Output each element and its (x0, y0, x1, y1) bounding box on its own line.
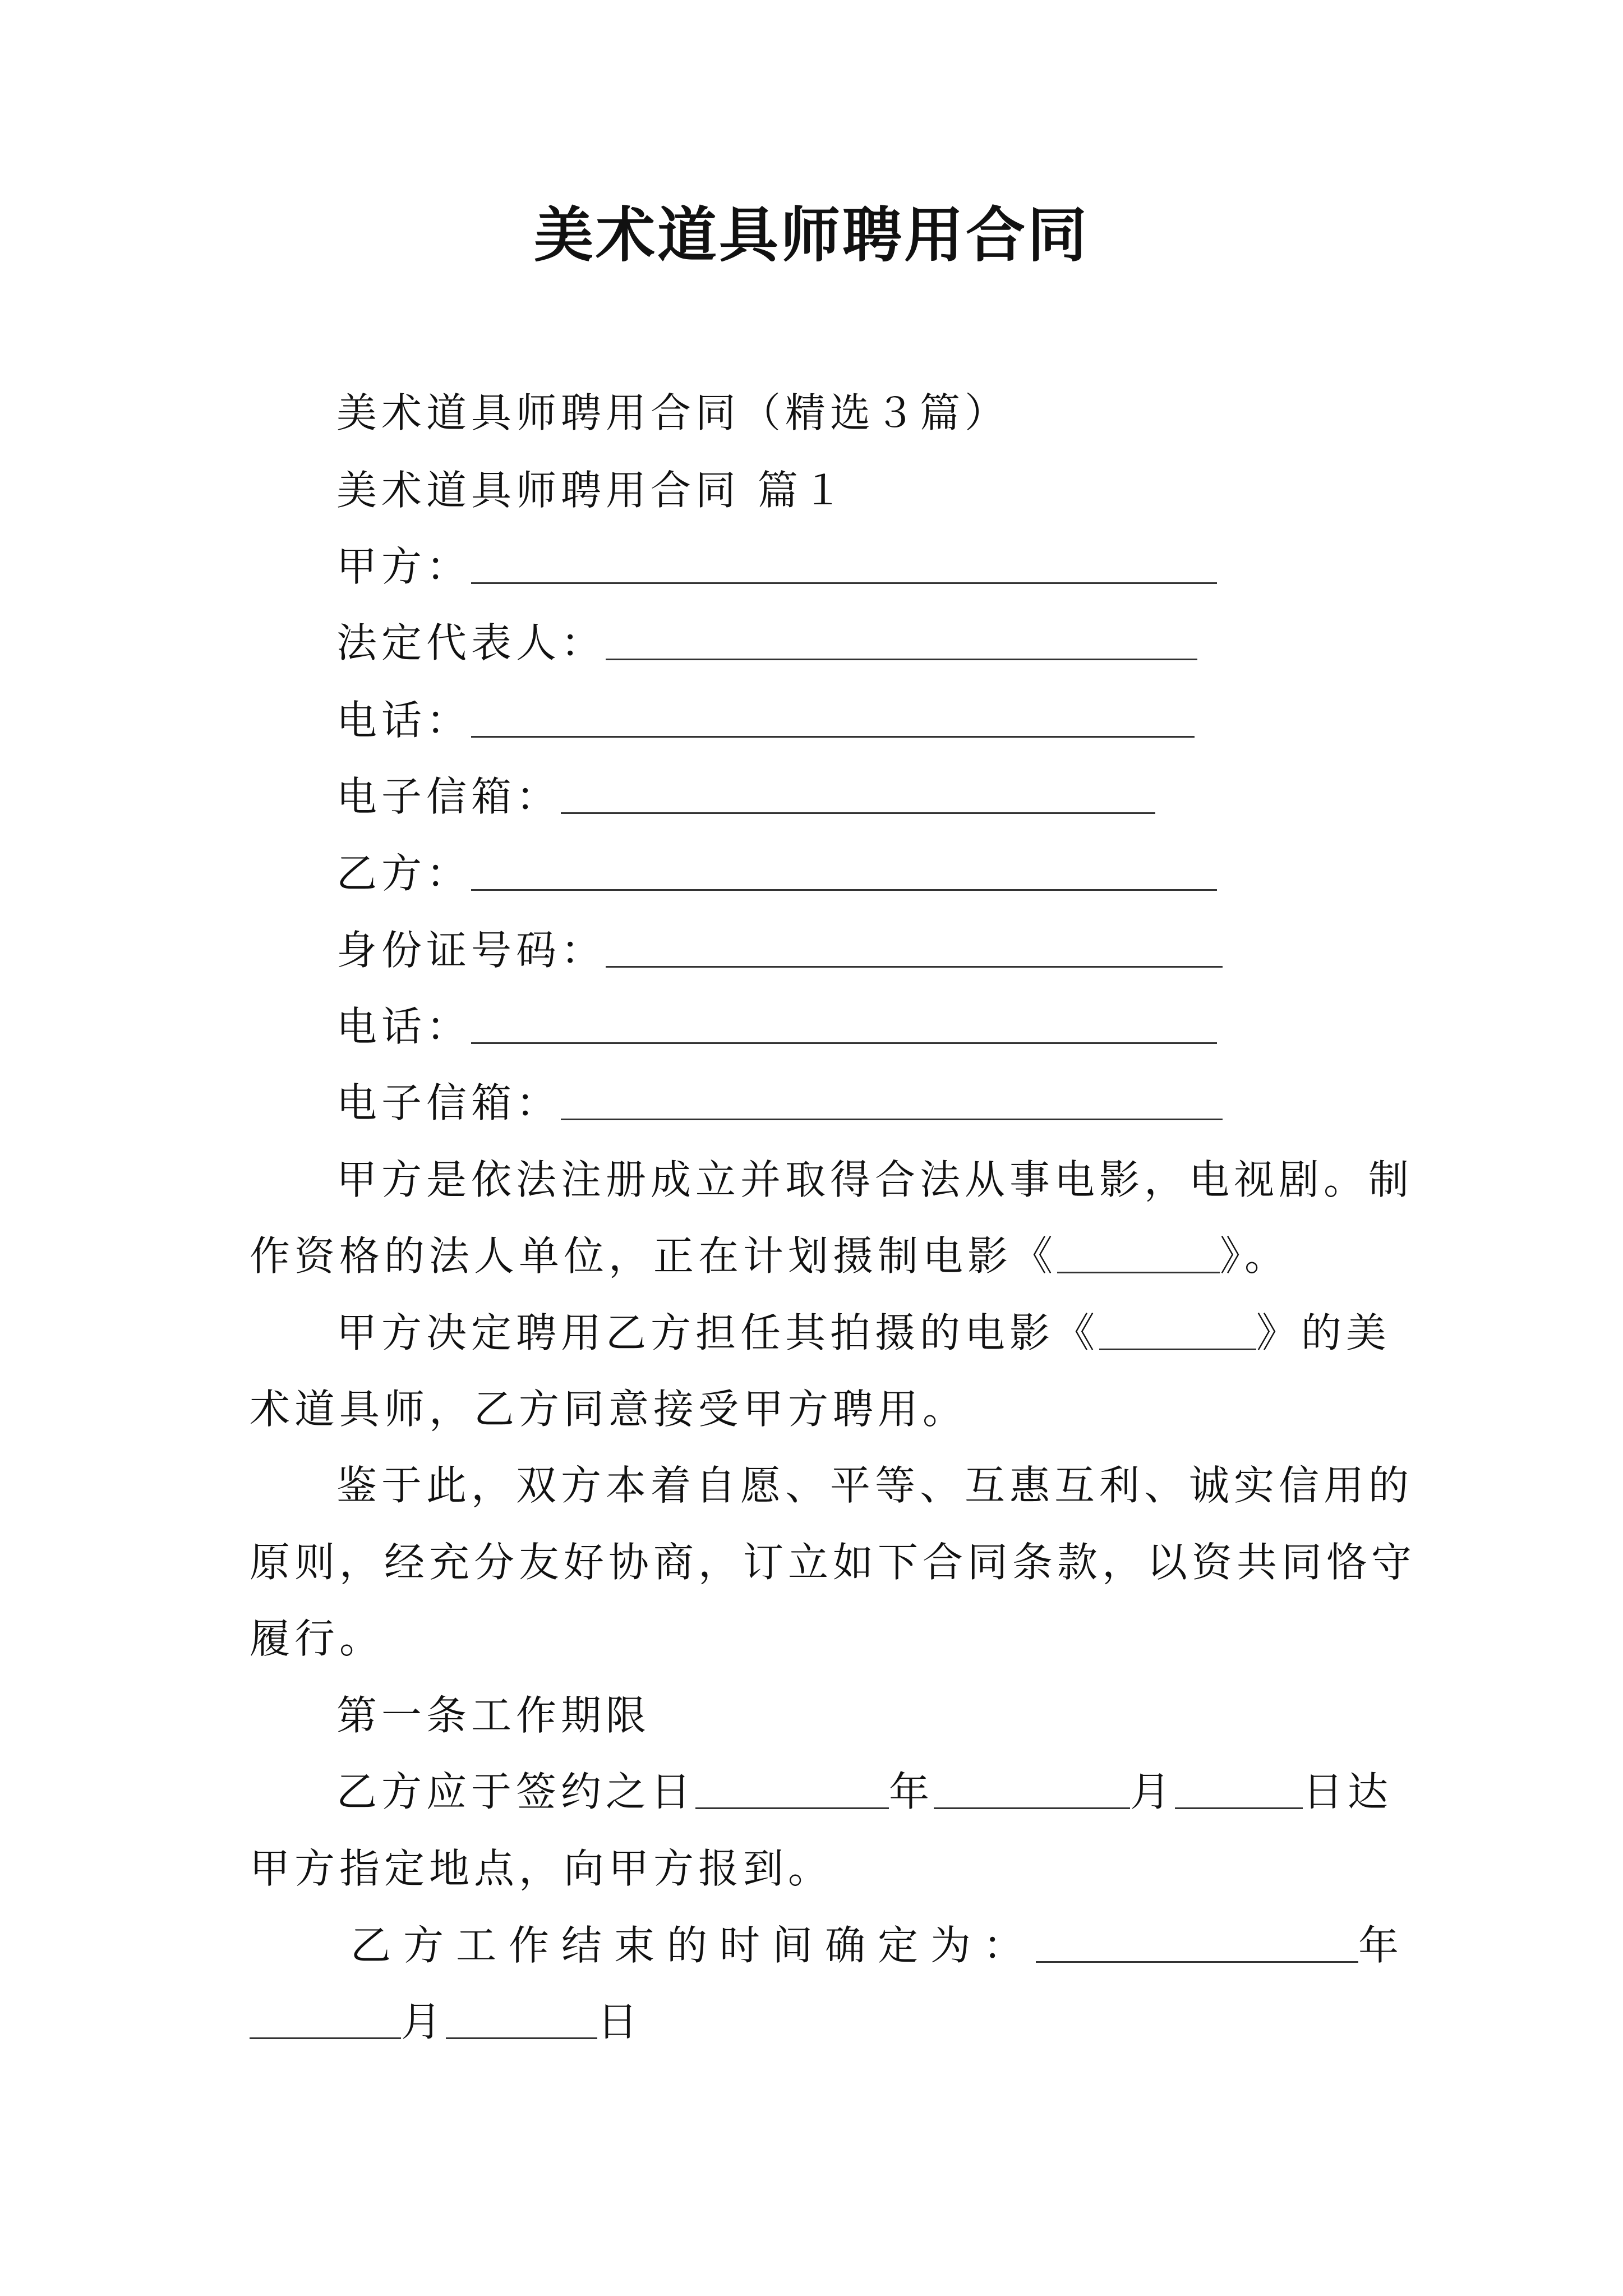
article1-line2: 甲方指定地点，向甲方报到。 (250, 1845, 833, 1892)
email-a-blank (561, 776, 1155, 814)
legal-rep-label: 法定代表人： (336, 619, 606, 666)
end-month-label: 月 (401, 1998, 446, 2045)
document-title: 美术道具师聘用合同 (534, 200, 1089, 270)
email-a-field (336, 773, 1155, 820)
film-title-blank-2 (1099, 1313, 1256, 1350)
party-b-label: 乙方： (336, 850, 472, 897)
phone-b-field (336, 1003, 1217, 1050)
month-label-1: 月 (1130, 1768, 1175, 1815)
end-day-label: 日 (597, 1998, 643, 2045)
party-a-label: 甲方： (336, 543, 472, 590)
email-b-field (336, 1079, 1223, 1126)
para2-text-a: 甲方决定聘用乙方担任其拍摄的电影《 (336, 1309, 1100, 1356)
email-a-label: 电子信箱： (336, 773, 561, 820)
article1-text-a: 乙方应于签约之日 (336, 1768, 696, 1815)
id-number-field (336, 927, 1223, 974)
article1-line3 (351, 1922, 1412, 1969)
para3-line3: 履行。 (250, 1615, 385, 1662)
para1-line2 (250, 1232, 1290, 1280)
para2-line1 (336, 1309, 1391, 1356)
id-number-blank (606, 930, 1223, 968)
month-blank-1 (934, 1772, 1130, 1809)
section-heading: 美术道具师聘用合同 篇１ (336, 467, 847, 514)
para1-text-b: 》。 (1220, 1232, 1290, 1280)
para1-line1: 甲方是依法注册成立并取得合法从事电影，电视剧。制 (336, 1156, 1414, 1203)
end-month-blank (250, 2001, 401, 2039)
phone-b-blank (471, 1006, 1217, 1044)
subtitle: 美术道具师聘用合同（精选３篇） (336, 389, 1010, 436)
id-number-label: 身份证号码： (336, 927, 606, 974)
phone-a-label: 电话： (336, 697, 472, 744)
article1-heading: 第一条工作期限 (336, 1692, 651, 1739)
phone-b-label: 电话： (336, 1003, 472, 1050)
email-b-label: 电子信箱： (336, 1079, 561, 1126)
day-label-1: 日达 (1303, 1768, 1393, 1815)
phone-a-field (336, 697, 1195, 744)
film-title-blank-1 (1057, 1236, 1220, 1273)
legal-rep-field (336, 619, 1197, 666)
day-blank-1 (1175, 1772, 1303, 1809)
year-blank-1 (695, 1772, 889, 1809)
party-b-blank (471, 853, 1217, 891)
para3-line1: 鉴于此，双方本着自愿、平等、互惠互利、诚实信用的 (336, 1462, 1414, 1509)
para2-line2: 术道具师，乙方同意接受甲方聘用。 (250, 1386, 968, 1433)
email-b-blank (561, 1083, 1223, 1120)
end-year-label: 年 (1358, 1922, 1412, 1969)
para2-text-b: 》的美 (1256, 1309, 1391, 1356)
end-date-label: 乙方工作结束的时间确定为： (351, 1922, 1036, 1969)
phone-a-blank (471, 700, 1195, 738)
party-a-field (336, 543, 1217, 590)
party-a-blank (471, 546, 1217, 584)
end-day-blank (446, 2001, 597, 2039)
party-b-field (336, 850, 1217, 897)
article1-line1 (336, 1768, 1393, 1815)
end-year-blank (1036, 1925, 1358, 1963)
para1-text-a: 作资格的法人单位，正在计划摄制电影《 (250, 1232, 1058, 1280)
legal-rep-blank (606, 623, 1197, 660)
year-label-1: 年 (889, 1768, 934, 1815)
article1-line4 (250, 1998, 643, 2045)
para3-line2: 原则，经充分友好协商，订立如下合同条款，以资共同恪守 (250, 1539, 1417, 1586)
